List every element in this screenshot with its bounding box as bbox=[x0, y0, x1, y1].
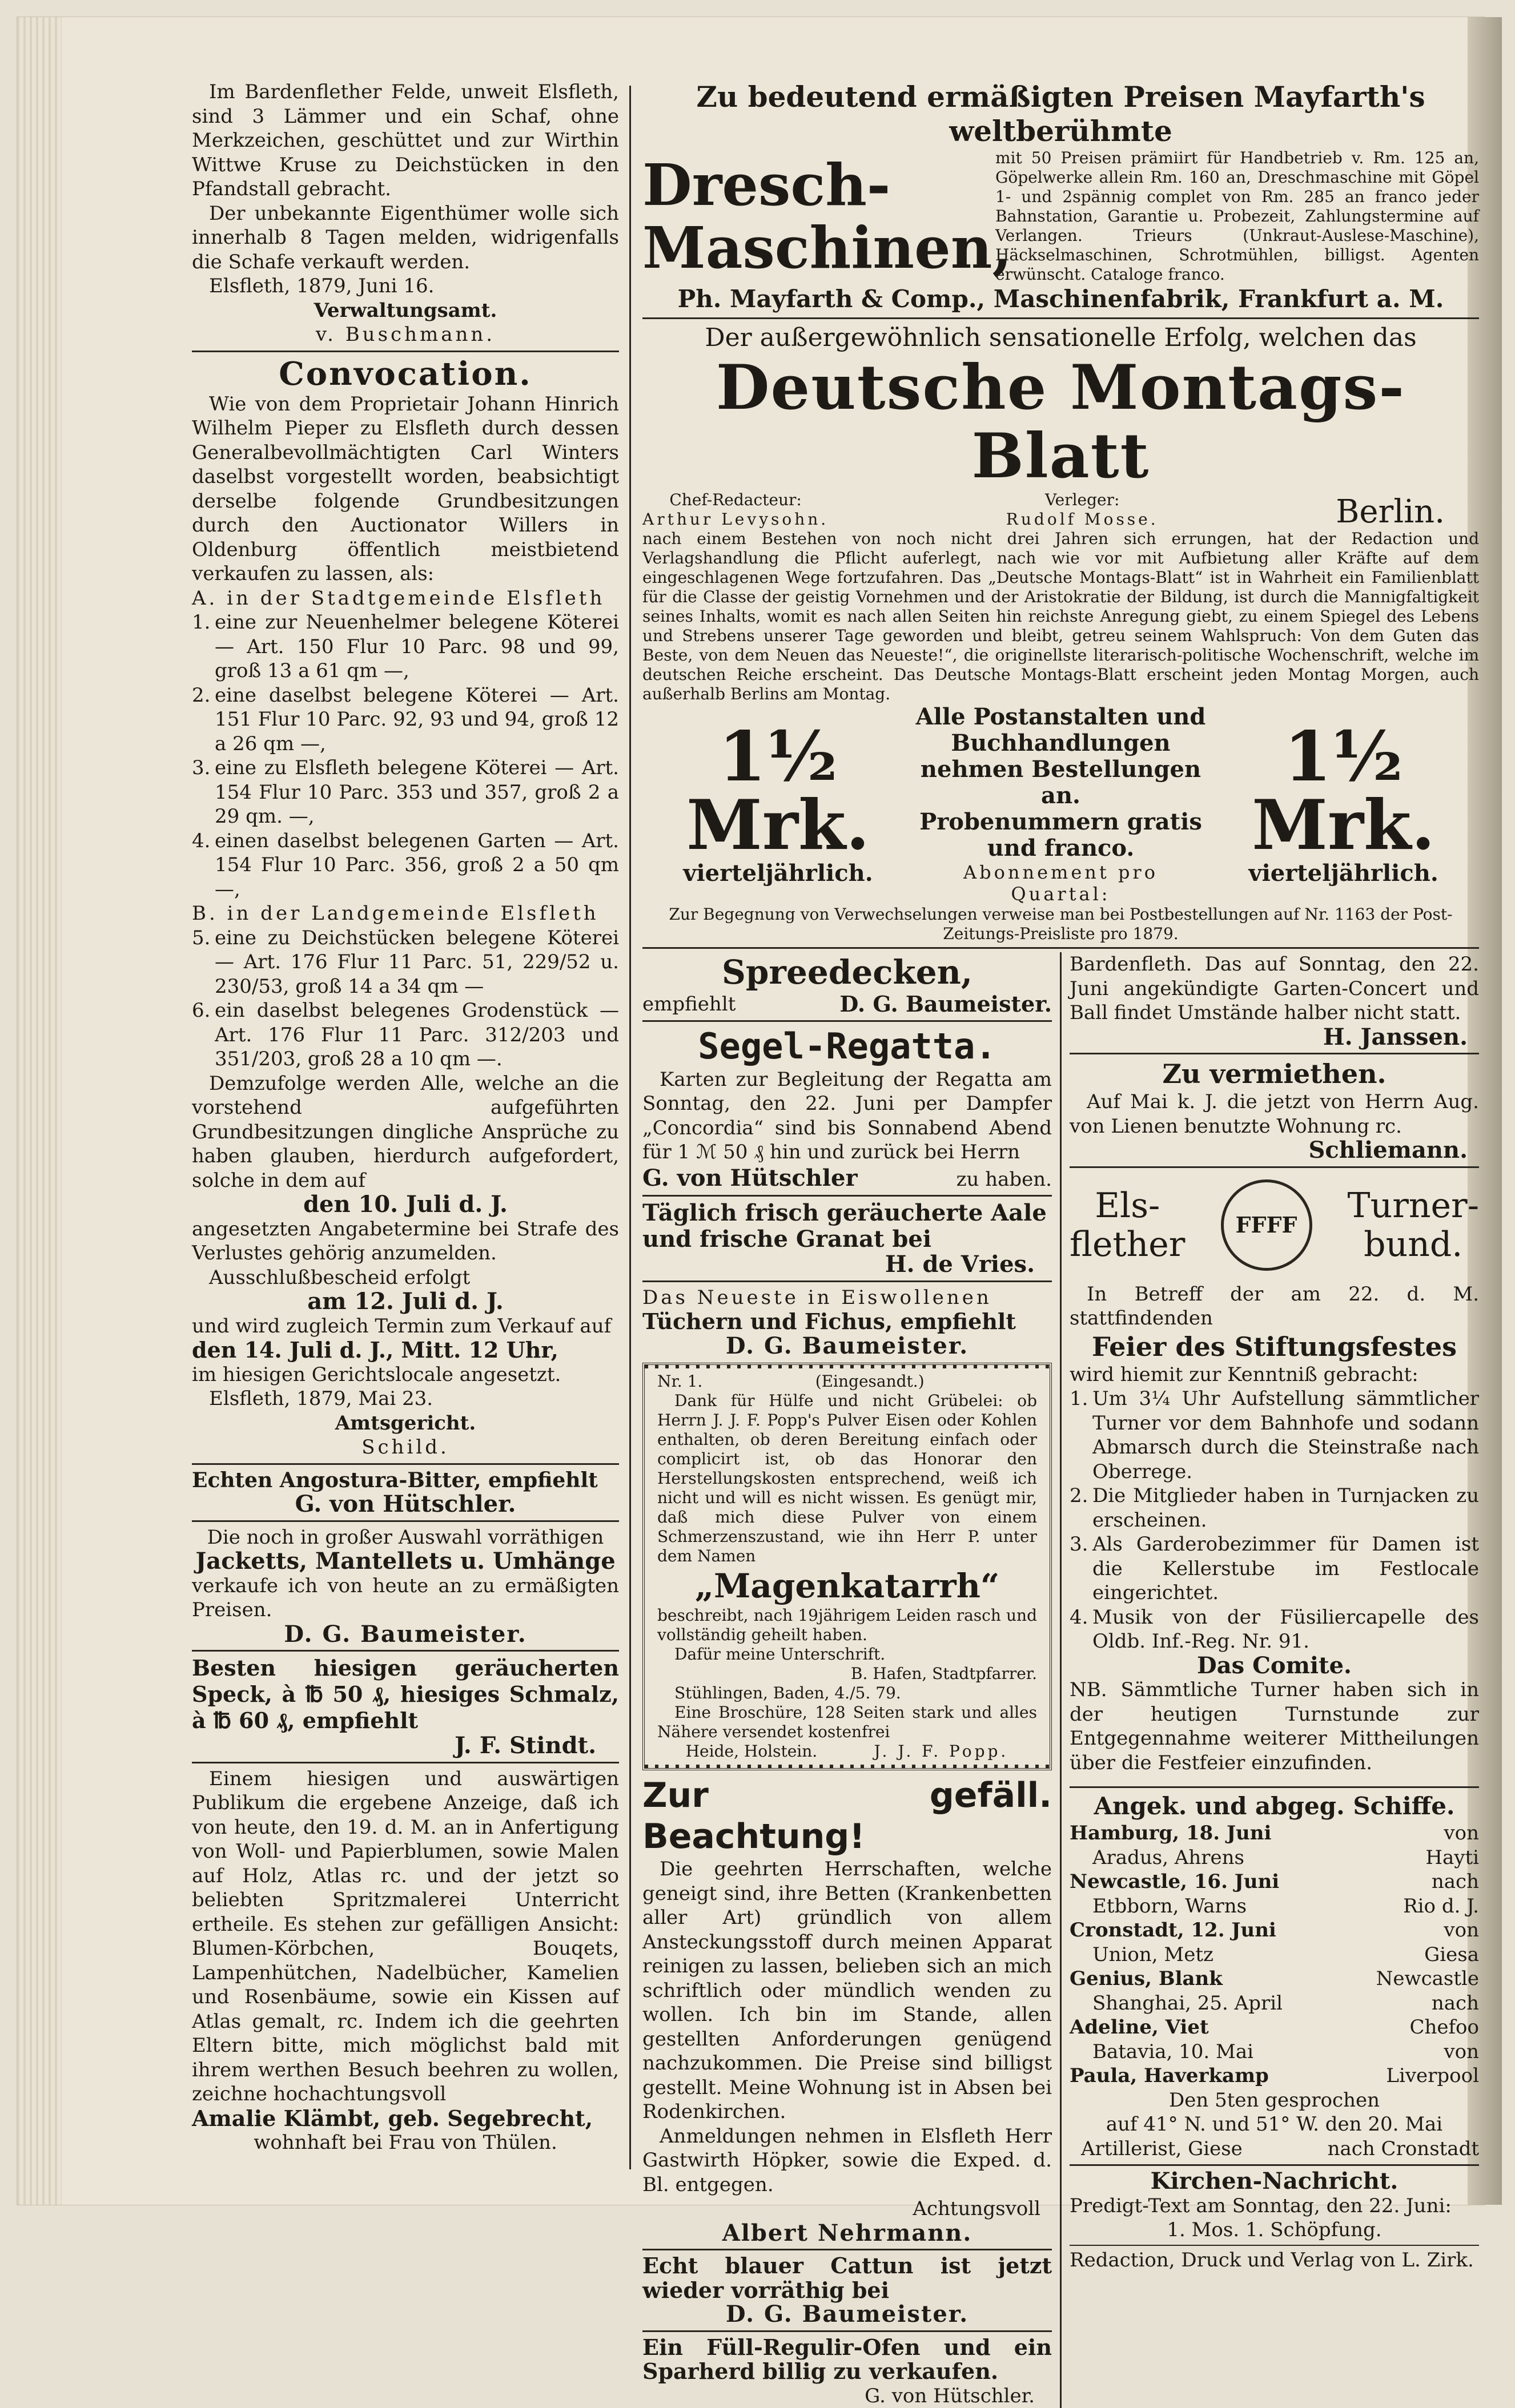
list-item-text: Um 3¼ Uhr Aufstellung sämmtlicher Turner vor dem Bahnhofe und sodann Abmarsch durch die Steinstraße nach Oberrege. bbox=[1092, 1387, 1479, 1484]
list-item-text: eine zu Deichstücken belegene Köterei — Art. 176 Flur 11 Parc. 51, 229/52 u. 230/53, groß 14 a 34 qm — bbox=[215, 926, 619, 999]
cattun-ad bbox=[642, 2254, 1052, 2327]
list-item-text: eine daselbst belegene Köterei — Art. 151 Flur 10 Parc. 92, 93 und 94, groß 12 a 26 qm —, bbox=[215, 683, 619, 756]
lambs-name: v. Buschmann. bbox=[192, 323, 619, 347]
ship-row-right: von bbox=[1444, 2040, 1479, 2064]
lambs-office: Verwaltungsamt. bbox=[192, 299, 619, 323]
eingesandt-sigplace: Stühlingen, Baden, 4./5. 79. bbox=[657, 1684, 1037, 1703]
ship-row-right: von bbox=[1444, 1821, 1479, 1846]
ship-row bbox=[1070, 1991, 1479, 2016]
aale-line-2: und frische Granat bei bbox=[642, 1226, 1052, 1253]
newspaper-page bbox=[17, 17, 1485, 2205]
kirchen-ad bbox=[1070, 2169, 1479, 2242]
list-item-text: Die Mitglieder haben in Turnjacken zu erscheinen. bbox=[1092, 1484, 1479, 1532]
montagsblatt-foot: Zur Begegnung von Verwechselungen verweise man bei Postbestellungen auf Nr. 1163 der Post-Zeitungs-Preisliste pro 1879. bbox=[642, 905, 1479, 944]
ship-row bbox=[1070, 1943, 1479, 1967]
price-row bbox=[642, 704, 1479, 905]
tuecher-line-2: Tüchern und Fichus, empfiehlt bbox=[642, 1310, 1052, 1334]
spreedecken-name: D. G. Baumeister. bbox=[839, 992, 1052, 1017]
ship-row-right: Giesa bbox=[1424, 1943, 1479, 1967]
convocation-body-2: angesetzten Angabetermine bei Strafe des Verlustes gehörig anzumelden. bbox=[192, 1217, 619, 1266]
list-item-number: 3. bbox=[192, 756, 215, 829]
ship-row bbox=[1070, 2064, 1479, 2088]
date-1: den 10. Juli d. J. bbox=[192, 1193, 619, 1217]
regatta-title: Segel-Regatta. bbox=[642, 1025, 1052, 1068]
ship-row-left: Adeline, Viet bbox=[1070, 2015, 1209, 2040]
beachtung-name: Albert Nehrmann. bbox=[642, 2221, 1052, 2246]
vermiethen-name: Schliemann. bbox=[1070, 1138, 1479, 1163]
eingesandt-text-2: beschreibt, nach 19jährigem Leiden rasch und vollständig geheilt haben. bbox=[657, 1606, 1037, 1645]
eingesandt-name: J. J. F. Popp. bbox=[874, 1742, 1008, 1761]
schiffe-tail-1: Den 5ten gesprochen bbox=[1070, 2088, 1479, 2113]
montagsblatt-ad bbox=[642, 323, 1479, 944]
beachtung-text-2: Anmeldungen nehmen in Elsfleth Herr Gastwirth Höpker, sowie die Exped. d. Bl. entgegen. bbox=[642, 2124, 1052, 2197]
blumen-text: Einem hiesigen und auswärtigen Publikum die ergebene Anzeige, daß ich von heute, den 19. d. M. an in Anfertigung von Woll- und Papierblumen, sowie Malen auf Holz, Atlas rc. und der jetzt so beliebten Spritzmalerei Unterricht ertheile. Es stehen zur gefälligen Ansicht: Blumen-Körbchen, Bouqets, Lampenhütchen, Nadelbücher, Kamelien und Rosenbäume, sowie ein Kissen auf Atlas gemalt, rc. Indem ich die geehrten Eltern bitte, mich möglichst bald mit ihrem werthen Besuch beehren zu wollen, zeichne hochachtungsvoll bbox=[192, 1767, 619, 2107]
turner-sign: Das Comite. bbox=[1070, 1654, 1479, 1678]
list-item bbox=[192, 998, 619, 1072]
ofen-ad bbox=[642, 2335, 1052, 2408]
convocation-body-5: im hiesigen Gerichtslocale angesetzt. bbox=[192, 1363, 619, 1387]
schiffe-ad bbox=[1070, 1791, 1479, 2161]
ship-row-right: von bbox=[1444, 1918, 1479, 1943]
blumen-ad bbox=[192, 1767, 619, 2155]
price-right: 1½ Mrk. bbox=[1208, 723, 1479, 860]
ship-row bbox=[1070, 1918, 1479, 1943]
turner-intro: In Betreff der am 22. d. M. stattfindenden bbox=[1070, 1282, 1479, 1331]
verleger-label: Verleger: bbox=[1006, 490, 1159, 510]
right-column bbox=[642, 80, 1479, 2408]
convocation-intro: Wie von dem Proprietair Johann Hinrich Wilhelm Pieper zu Elsfleth durch dessen Generalbevollmächtigten Carl Winters daselbst vorgestellt worden, beabsichtigt derselbe folgende Grundbesitzungen durch den Auctionator Willers in Oldenburg öffentlich meistbietend verkaufen zu lassen, als: bbox=[192, 392, 619, 586]
eingesandt-title: „Magenkatarrh“ bbox=[657, 1566, 1037, 1606]
list-item-text: ein daselbst belegenes Grodenstück — Art. 176 Flur 11 Parc. 312/203 und 351/203, groß 28 a 10 qm —. bbox=[215, 998, 619, 1072]
price-left: 1½ Mrk. bbox=[642, 723, 914, 860]
bardenfleth-text: Bardenfleth. Das auf Sonntag, den 22. Juni angekündigte Garten-Concert und Ball findet Umstände halber nicht statt. bbox=[1070, 952, 1479, 1025]
regatta-ad bbox=[642, 1025, 1052, 1192]
bardenfleth-name: H. Janssen. bbox=[1070, 1025, 1479, 1050]
imprint: Redaction, Druck und Verlag von L. Zirk. bbox=[1070, 2248, 1479, 2273]
chef-label: Chef-Redacteur: bbox=[642, 490, 829, 510]
ship-row-left: Etbborn, Warns bbox=[1070, 1894, 1247, 1919]
turner-emblem-icon bbox=[1221, 1179, 1312, 1271]
ship-row bbox=[1070, 2015, 1479, 2040]
blumen-addr: wohnhaft bei Frau von Thülen. bbox=[192, 2131, 619, 2155]
ship-row-left: Union, Metz bbox=[1070, 1943, 1213, 1967]
montagsblatt-text: nach einem Bestehen von noch nicht drei Jahren sich errungen, hat der Redaction und Verlagshandlung die Pflicht auferlegt, nach wie vor mit Aufbietung aller Kräfte auf dem eingeschlagenen Wege fortzufahren. Das „Deutsche Montags-Blatt“ ist in Wahrheit ein Familienblatt für die Classe der geistig Vornehmen und der Aristokratie der Bildung, ist durch die Mannigfaltigkeit seines Inhalts, womit es nach allen Seiten hin reichste Anregung giebt, zu einem Spiegel des Lebens und Strebens unserer Tage geworden und bleibt, getreu seinem Wahlspruch: Von dem Guten das Beste, von dem Neuen das Neueste!“, die originellste literarisch-politische Wochenschrift, welche im deutschen Reiche erscheint. Das Deutsche Montags-Blatt erscheint jeden Montag Morgen, auch außerhalb Berlins am Montag. bbox=[642, 529, 1479, 704]
judge-name: Schild. bbox=[192, 1435, 619, 1460]
list-item bbox=[1070, 1387, 1479, 1484]
ship-row-left: Batavia, 10. Mai bbox=[1070, 2040, 1253, 2064]
eingesandt-text-4: Eine Broschüre, 128 Seiten stark und alles Nähere versendet kostenfrei bbox=[657, 1703, 1037, 1742]
list-item-text: eine zur Neuenhelmer belegene Köterei — Art. 150 Flur 10 Parc. 98 und 99, groß 13 a 61 qm —, bbox=[215, 610, 619, 683]
list-item-number: 2. bbox=[1070, 1484, 1092, 1532]
list-item-text: Musik von der Füsiliercapelle des Oldb. Inf.-Reg. Nr. 91. bbox=[1092, 1605, 1479, 1654]
speck-ad bbox=[192, 1655, 619, 1758]
list-item-number: 4. bbox=[1070, 1605, 1092, 1654]
jacketts-name: D. G. Baumeister. bbox=[192, 1622, 619, 1647]
ship-row bbox=[1070, 1894, 1479, 1919]
regatta-text: Karten zur Begleitung der Regatta am Sonntag, den 22. Juni per Dampfer „Concordia“ sind bis Sonnabend Abend für 1 ℳ 50 ₰ hin und zurück bei Herrn bbox=[642, 1068, 1052, 1165]
date-3: den 14. Juli d. J., Mitt. 12 Uhr, bbox=[192, 1338, 619, 1363]
speck-text: Besten hiesigen geräucherten Speck, à ℔ 50 ₰, hiesiges Schmalz, à ℔ 60 ₰, empfiehlt bbox=[192, 1655, 619, 1734]
cattun-text: Echt blauer Cattun ist jetzt wieder vorräthig bei bbox=[642, 2254, 1052, 2302]
list-item-number: 1. bbox=[192, 610, 215, 683]
ship-row-right: nach bbox=[1432, 1870, 1479, 1894]
blumen-name: Amalie Klämbt, geb. Segebrecht, bbox=[192, 2107, 619, 2131]
eingesandt-sig: B. Hafen, Stadtpfarrer. bbox=[657, 1664, 1037, 1684]
ship-row-right: Liverpool bbox=[1386, 2064, 1479, 2088]
kirchen-text: Predigt-Text am Sonntag, den 22. Juni: bbox=[1070, 2194, 1479, 2218]
schiffe-tail-2: auf 41° N. und 51° W. den 20. Mai bbox=[1070, 2112, 1479, 2137]
ship-row-right: Rio d. J. bbox=[1403, 1894, 1479, 1919]
convocation-notice bbox=[192, 356, 619, 1460]
ship-row-right: Chefoo bbox=[1409, 2015, 1479, 2040]
aale-ad bbox=[642, 1200, 1052, 1277]
ship-row bbox=[1070, 1821, 1479, 1846]
list-item-number: 4. bbox=[192, 829, 215, 902]
property-list-b bbox=[192, 926, 619, 1072]
cattun-name: D. G. Baumeister. bbox=[642, 2302, 1052, 2327]
ship-row-left: Genius, Blank bbox=[1070, 1967, 1223, 1991]
eingesandt-box bbox=[642, 1363, 1052, 1770]
montagsblatt-head: Der außergewöhnlich sensationelle Erfolg, welchen das bbox=[642, 323, 1479, 353]
schiffe-title: Angek. und abgeg. Schiffe. bbox=[1070, 1791, 1479, 1821]
turner-left: Els- flether bbox=[1070, 1186, 1185, 1264]
city-name: Berlin. bbox=[1336, 495, 1479, 529]
list-item-number: 6. bbox=[192, 998, 215, 1072]
vermiethen-title: Zu vermiethen. bbox=[1070, 1058, 1479, 1090]
vermiethen-text: Auf Mai k. J. die jetzt von Herrn Aug. von Lienen benutzte Wohnung rc. bbox=[1070, 1090, 1479, 1138]
ship-list bbox=[1070, 1821, 1479, 2088]
chef-name: Arthur Levysohn. bbox=[642, 510, 829, 529]
speck-name: J. F. Stindt. bbox=[192, 1734, 619, 1758]
regatta-name: G. von Hütschler bbox=[642, 1165, 858, 1191]
period-left: vierteljährlich. bbox=[642, 860, 914, 887]
price-mid-2: Probenummern gratis und franco. bbox=[914, 809, 1208, 861]
lambs-notice bbox=[192, 80, 619, 347]
mayfarth-firm: Ph. Mayfarth & Comp., Maschinenfabrik, Frankfurt a. M. bbox=[642, 284, 1479, 314]
jacketts-line-3: verkaufe ich von heute an zu ermäßigten Preisen. bbox=[192, 1574, 619, 1622]
beachtung-title: Zur gefäll. Beachtung! bbox=[642, 1775, 1052, 1857]
list-item-number: 1. bbox=[1070, 1387, 1092, 1484]
beachtung-ad bbox=[642, 1775, 1052, 2245]
ship-row bbox=[1070, 1870, 1479, 1894]
schiffe-tail-3: Artillerist, Giese bbox=[1070, 2137, 1243, 2161]
lower-right-split bbox=[642, 952, 1479, 2408]
turnerbund-ad bbox=[1070, 1179, 1479, 1775]
list-item bbox=[192, 926, 619, 999]
jacketts-ad bbox=[192, 1525, 619, 1647]
schiffe-tail-3r: nach Cronstadt bbox=[1328, 2137, 1479, 2161]
kirchen-text-2: 1. Mos. 1. Schöpfung. bbox=[1070, 2218, 1479, 2242]
angostura-ad bbox=[192, 1468, 619, 1517]
eingesandt-label: (Eingesandt.) bbox=[815, 1372, 925, 1391]
ship-row-left: Aradus, Ahrens bbox=[1070, 1846, 1244, 1870]
lambs-text-2: Der unbekannte Eigenthümer wolle sich innerhalb 8 Tagen melden, widrigenfalls die Schafe verkauft werden. bbox=[192, 202, 619, 275]
kirchen-title: Kirchen-Nachricht. bbox=[1070, 2169, 1479, 2194]
binding-edge bbox=[17, 17, 62, 2205]
turner-text: wird hiemit zur Kenntniß gebracht: bbox=[1070, 1363, 1479, 1387]
price-mid-3: Abonnement pro Quartal: bbox=[914, 861, 1208, 905]
ship-row-right: Hayti bbox=[1425, 1846, 1479, 1870]
list-item bbox=[1070, 1605, 1479, 1654]
jacketts-line-2: Jacketts, Mantellets u. Umhänge bbox=[192, 1549, 619, 1574]
aale-line-1: Täglich frisch geräucherte Aale bbox=[642, 1200, 1052, 1226]
spreedecken-title: Spreedecken, bbox=[642, 952, 1052, 992]
list-item-number: 5. bbox=[192, 926, 215, 999]
ofen-name: G. von Hütschler. bbox=[642, 2384, 1052, 2408]
ship-row-left: Newcastle, 16. Juni bbox=[1070, 1870, 1279, 1894]
jacketts-line-1: Die noch in großer Auswahl vorräthigen bbox=[192, 1525, 619, 1550]
ship-row bbox=[1070, 1967, 1479, 1991]
inner-left-column bbox=[642, 952, 1062, 2408]
mayfarth-ad bbox=[642, 80, 1479, 314]
mayfarth-text: mit 50 Preisen prämiirt für Handbetrieb v. Rm. 125 an, Göpelwerke allein Rm. 160 an, Dreschmaschine mit Göpel 1- und 2spännig complet von Rm. 285 an franco jeder Bahnstation, Garantie u. Probezeit, Zahlungstermine auf Verlangen. Trieurs (Unkraut-Auslese-Maschine), Häckselmaschinen, Schrotmühlen, billigst. Agenten erwünscht. Cataloge franco. bbox=[995, 148, 1479, 284]
eingesandt-no: Nr. 1. bbox=[657, 1372, 702, 1391]
beachtung-text: Die geehrten Herrschaften, welche geneigt sind, ihre Betten (Krankenbetten aller Art) gründlich von allem Ansteckungsstoff durch meinen Apparat reinigen zu lassen, belieben sich an mich schriftlich oder mündlich wenden zu wollen. Ich bin im Stande, allen gestellten Anforderungen genügend nachzukommen. Die Preise sind billigst gestellt. Meine Wohnung ist in Absen bei Rodenkirchen. bbox=[642, 1857, 1052, 2124]
beachtung-sign: Achtungsvoll bbox=[642, 2197, 1052, 2221]
list-item-number: 3. bbox=[1070, 1532, 1092, 1605]
turner-nb: NB. Sämmtliche Turner haben sich in der heutigen Turnstunde zur Entgegennahme weiterer Mittheilungen über die Festfeier einzufinden. bbox=[1070, 1678, 1479, 1775]
eingesandt-place: Heide, Holstein. bbox=[686, 1742, 818, 1761]
list-item-text: einen daselbst belegenen Garten — Art. 154 Flur 10 Parc. 356, groß 2 a 50 qm —, bbox=[215, 829, 619, 902]
turner-right: Turner- bund. bbox=[1348, 1186, 1479, 1264]
inner-right-column bbox=[1062, 952, 1479, 2408]
regatta-tail: zu haben. bbox=[957, 1167, 1052, 1192]
angostura-text: Echten Angostura-Bitter, empfiehlt bbox=[192, 1468, 619, 1493]
vermiethen-ad bbox=[1070, 1058, 1479, 1163]
ship-row-left: Paula, Haverkamp bbox=[1070, 2064, 1269, 2088]
spreedecken-ad bbox=[642, 952, 1052, 1017]
convocation-body-3: Ausschlußbescheid erfolgt bbox=[192, 1266, 619, 1290]
list-item-number: 2. bbox=[192, 683, 215, 756]
list-item bbox=[192, 829, 619, 902]
eingesandt-text-3: Dafür meine Unterschrift. bbox=[657, 1645, 1037, 1664]
section-b: B. in der Landgemeinde Elsfleth bbox=[192, 901, 619, 926]
list-item bbox=[1070, 1532, 1479, 1605]
ship-row-right: nach bbox=[1432, 1991, 1479, 2016]
list-item bbox=[192, 610, 619, 683]
turner-title: Feier des Stiftungsfestes bbox=[1070, 1331, 1479, 1363]
left-column bbox=[192, 80, 619, 2155]
ship-row-left: Shanghai, 25. April bbox=[1070, 1991, 1283, 2016]
angostura-name: G. von Hütschler. bbox=[192, 1492, 619, 1517]
verleger-name: Rudolf Mosse. bbox=[1006, 510, 1159, 529]
price-mid-1: Alle Postanstalten und Buchhandlungen nehmen Bestellungen an. bbox=[914, 704, 1208, 809]
column-rule bbox=[629, 86, 631, 2169]
list-item bbox=[192, 756, 619, 829]
mayfarth-head: Zu bedeutend ermäßigten Preisen Mayfarth's weltberühmte bbox=[642, 80, 1479, 148]
ship-row-right: Newcastle bbox=[1376, 1967, 1479, 1991]
bardenfleth-ad bbox=[1070, 952, 1479, 1049]
convocation-place: Elsfleth, 1879, Mai 23. bbox=[192, 1387, 619, 1411]
lambs-text: Im Bardenflether Felde, unweit Elsfleth, sind 3 Lämmer und ein Schaf, ohne Merkzeichen, geschüttet und zur Wirthin Wittwe Kruse zu Deichstücken in den Pfandstall gebracht. bbox=[192, 80, 619, 202]
mayfarth-product: Dresch-Maschinen, bbox=[642, 154, 985, 279]
turner-list bbox=[1070, 1387, 1479, 1654]
convocation-body-4: und wird zugleich Termin zum Verkauf auf bbox=[192, 1314, 619, 1339]
emblem-letters: FFFF bbox=[1236, 1212, 1297, 1238]
tuecher-name: D. G. Baumeister. bbox=[642, 1334, 1052, 1359]
ship-row bbox=[1070, 1846, 1479, 1870]
tuecher-ad bbox=[642, 1286, 1052, 1359]
montagsblatt-title: Deutsche Montags-Blatt bbox=[642, 353, 1479, 490]
date-2: am 12. Juli d. J. bbox=[192, 1290, 619, 1314]
list-item bbox=[192, 683, 619, 756]
court-name: Amtsgericht. bbox=[192, 1411, 619, 1436]
ship-row-left: Hamburg, 18. Juni bbox=[1070, 1821, 1271, 1846]
section-a: A. in der Stadtgemeinde Elsfleth bbox=[192, 586, 619, 611]
convocation-body: Demzufolge werden Alle, welche an die vorstehend aufgeführten Grundbesitzungen dingliche Ansprüche zu haben glauben, hierdurch aufgefordert, solche in dem auf bbox=[192, 1072, 619, 1193]
list-item-text: Als Garderobezimmer für Damen ist die Kellerstube im Festlocale eingerichtet. bbox=[1092, 1532, 1479, 1605]
period-right: vierteljährlich. bbox=[1208, 860, 1479, 887]
lambs-date: Elsfleth, 1879, Juni 16. bbox=[192, 274, 619, 299]
ship-row-left: Cronstadt, 12. Juni bbox=[1070, 1918, 1276, 1943]
aale-name: H. de Vries. bbox=[642, 1253, 1052, 1277]
ship-row bbox=[1070, 2040, 1479, 2064]
convocation-title: Convocation. bbox=[192, 356, 619, 392]
spreedecken-text: empfiehlt bbox=[642, 992, 736, 1017]
list-item-text: eine zu Elsfleth belegene Köterei — Art. 154 Flur 10 Parc. 353 und 357, groß 2 a 29 qm. —, bbox=[215, 756, 619, 829]
eingesandt-text: Dank für Hülfe und nicht Grübelei: ob Herrn J. J. F. Popp's Pulver Eisen oder Kohlen enthalten, ob deren Bereitung einfach oder complicirt ist, ob das Honorar den Herstellungskosten entsprechend, weiß ich nicht und will es nicht wissen. Es genügt mir, daß mich diese Pulver von einem Schmerzenszustand, wie ihn Herr P. unter dem Namen bbox=[657, 1391, 1037, 1566]
ofen-text: Ein Füll-Regulir-Ofen und ein Sparherd billig zu verkaufen. bbox=[642, 2335, 1052, 2384]
property-list-a bbox=[192, 610, 619, 901]
list-item bbox=[1070, 1484, 1479, 1532]
tuecher-line-1: Das Neueste in Eiswollenen bbox=[642, 1286, 1052, 1310]
